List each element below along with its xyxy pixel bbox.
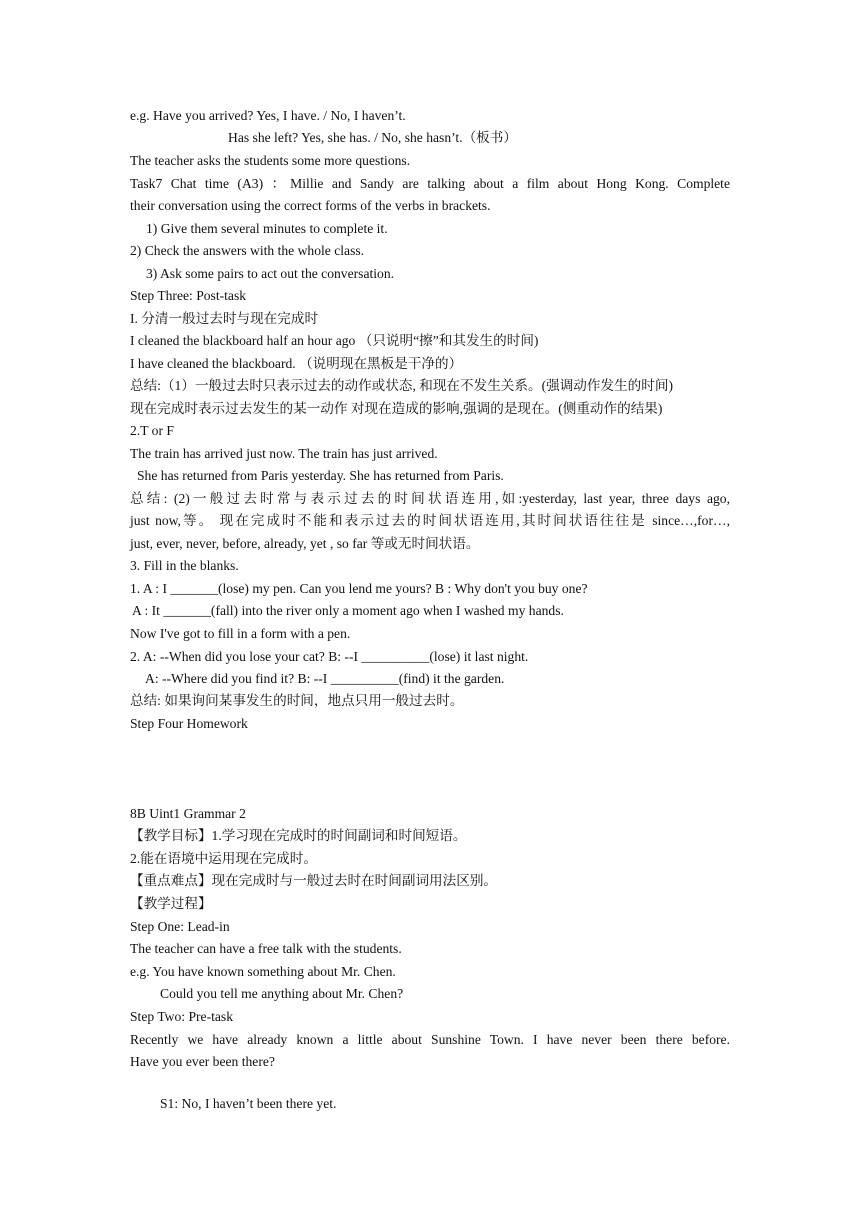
text-line: The teacher asks the students some more questions. [130, 153, 411, 168]
section-heading: Step One: Lead-in [130, 919, 230, 934]
list-item: 3) Ask some pairs to act out the conversation. [146, 266, 395, 281]
text-line: 2.T or F [130, 423, 174, 438]
section-heading: Step Three: Post-task [130, 288, 247, 303]
text-line: 2.能在语境中运用现在完成时。 [130, 851, 317, 866]
text-line: Have you ever been there? [130, 1054, 275, 1069]
text-line: Has she left? Yes, she has. / No, she hasn’t.（板书） [228, 130, 517, 145]
text-line: 【教学过程】 [130, 896, 212, 911]
list-item: 1) Give them several minutes to complete it. [146, 221, 388, 236]
text-line: The teacher can have a free talk with the students. [130, 941, 402, 956]
text-line: just, ever, never, before, already, yet , so far 等或无时间状语。 [130, 536, 480, 551]
text-line: 总结:（1）一般过去时只表示过去的动作或状态, 和现在不发生关系。(强调动作发生的时间) [130, 378, 673, 393]
text-line: their conversation using the correct forms of the verbs in brackets. [130, 198, 491, 213]
text-line: I have cleaned the blackboard. （说明现在黑板是干净的） [130, 356, 463, 371]
text-line: 【重点难点】现在完成时与一般过去时在时间副词用法区别。 [130, 873, 498, 888]
text-line: e.g. You have known something about Mr. Chen. [130, 964, 396, 979]
text-line: 现在完成时表示过去发生的某一动作 对现在造成的影响,强调的是现在。(侧重动作的结果) [130, 401, 663, 416]
text-line: 2. A: --When did you lose your cat? B: --I __________(lose) it last night. [130, 649, 529, 664]
text-line: e.g. Have you arrived? Yes, I have. / No, I haven’t. [130, 108, 406, 123]
text-line: I cleaned the blackboard half an hour ago （只说明“擦”和其发生的时间) [130, 333, 539, 348]
text-line: Task7 Chat time (A3) ：Millie and Sandy are talking about a film about Hong Kong. Complete [130, 176, 730, 191]
text-line: 【教学目标】1.学习现在完成时的时间副词和时间短语。 [130, 828, 467, 843]
text-line: 1. A : I _______(lose) my pen. Can you lend me yours? B : Why don't you buy one? [130, 581, 588, 596]
text-line: The train has arrived just now. The train has just arrived. [130, 446, 438, 461]
text-line: 总结: (2)一般过去时常与表示过去的时间状语连用,如:yesterday, last year, three days ago, [130, 491, 730, 506]
lesson-title: 8B Uint1 Grammar 2 [130, 806, 246, 821]
text-line: Recently we have already known a little about Sunshine Town. I have never been there before. [130, 1032, 730, 1047]
section-heading: Step Four Homework [130, 716, 248, 731]
text-line: I. 分清一般过去时与现在完成时 [130, 311, 319, 326]
text-line: A : It _______(fall) into the river only a moment ago when I washed my hands. [132, 603, 564, 618]
text-line: She has returned from Paris yesterday. She has returned from Paris. [137, 468, 504, 483]
text-line: A: --Where did you find it? B: --I __________(find) it the garden. [145, 671, 505, 686]
list-item: 2) Check the answers with the whole class. [130, 243, 365, 258]
text-line: 总结: 如果询问某事发生的时间，地点只用一般过去时。 [130, 693, 464, 708]
text-line: 3. Fill in the blanks. [130, 558, 239, 573]
text-line: Now I've got to fill in a form with a pen. [130, 626, 351, 641]
text-line: Could you tell me anything about Mr. Chen? [160, 986, 404, 1001]
text-line: S1: No, I haven’t been there yet. [160, 1096, 337, 1111]
text-line: just now,等。 现在完成时不能和表示过去的时间状语连用,其时间状语往往是 since…,for…, [130, 513, 730, 528]
section-heading: Step Two: Pre-task [130, 1009, 234, 1024]
